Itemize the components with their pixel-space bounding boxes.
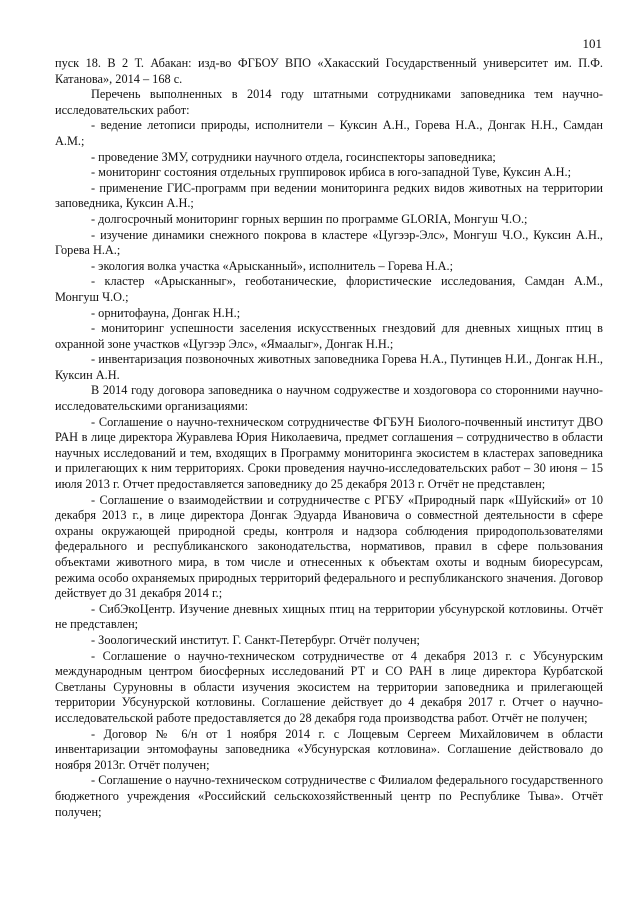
agreement-item: - Договор № 6/н от 1 ноября 2014 г. с Лощевым Сергеем Михайловичем в области инвентаризации энтомофауны заповедника «Убсунурская котловина». Соглашение действовало до ноября 2013г. Отчёт получен; — [55, 726, 603, 772]
paragraph: Перечень выполненных в 2014 году штатными сотрудниками заповедника тем научно-исследовательских работ: — [55, 87, 603, 117]
paragraph: пуск 18. В 2 Т. Абакан: изд-во ФГБОУ ВПО «Хакасский Государственный университет им. П.Ф. Катанова», 2014 – 168 с. — [55, 56, 603, 86]
list-item: - кластер «Арысканныг», геоботанические, флористические исследования, Самдан А.М., Монгуш Ч.О.; — [55, 274, 603, 304]
list-item: - применение ГИС-программ при ведении мониторинга редких видов животных на территории заповедника, Куксин А.Н.; — [55, 180, 603, 211]
list-item: - проведение ЗМУ, сотрудники научного отдела, госинспекторы заповедника; — [91, 149, 496, 164]
list-item: - долгосрочный мониторинг горных вершин по программе GLORIA, Монгуш Ч.О.; — [91, 211, 528, 226]
list-item: - мониторинг успешности заселения искусственных гнездовий для дневных хищных птиц в охранной зоне участков «Цугээр Элс», «Ямаалыг», Донгак Н.Н.; — [55, 321, 603, 351]
agreement-item: - СибЭкоЦентр. Изучение дневных хищных птиц на территории убсунурской котловины. Отчёт не представлен; — [55, 601, 603, 632]
list-item: - инвентаризация позвоночных животных заповедника Горева Н.А., Путинцев Н.И., Донгак Н.Н., Куксин А.Н. — [55, 352, 603, 382]
agreement-item: - Соглашение о научно-техническом сотрудничестве от 4 декабря 2013 г. с Убсунурским международным центром биосферных исследований РТ и СО РАН в лице директора Курбатской Светланы Суруновны в области изучения экосистем на территории заповедника и прилегающей территории Убсунурской котловины. Соглашение действует до 4 декабря 2017 г. Отчет о научно-исследовательской работе предоставляется до 28 декабря года производства работ. Отчёт не получен; — [55, 648, 603, 725]
list-item: - орнитофауна, Донгак Н.Н.; — [91, 305, 241, 320]
page-body — [55, 56, 603, 820]
list-item: - ведение летописи природы, исполнители – Куксин А.Н., Горева Н.А., Донгак Н.Н., Самдан А.М.; — [55, 118, 603, 148]
agreement-item: - Соглашение о взаимодействии и сотрудничестве с РГБУ «Природный парк «Шуйский» от 10 декабря 2013 г., в лице директора Донгак Эдуарда Ивановича о совместной деятельности в сфере охраны окружающей природной среды, контроля и надзора соблюдения природопользователями федерального и республиканского законодательства, нормативов, правил в сфере пользования объектами животного мира, в том числе и отнесенных к объектам охоты и водным биоресурсам, режима особо охраняемых природных территорий федерального и республиканского значения. Договор действует до 31 декабря 2014 г.; — [55, 492, 603, 601]
agreement-item: - Зоологический институт. Г. Санкт-Петербург. Отчёт получен; — [91, 632, 420, 647]
agreement-item: - Соглашение о научно-техническом сотрудничестве с Филиалом федерального государственного бюджетного учреждения «Российский сельскохозяйственный центр по Республике Тыва». Отчёт получен; — [55, 773, 603, 819]
page-number: 101 — [582, 36, 602, 51]
agreement-item: - Соглашение о научно-техническом сотрудничестве ФГБУН Биолого-почвенный институт ДВО РАН в лице директора Журавлева Юрия Николаевича, предмет соглашения – сотрудничество в области научных исследований и тем, входящих в Программу мониторинга экосистем в кластерах заповедника и прилегающих к ним территориях. Сроки проведения научно-исследовательских работ – 30 июня – 15 июля 2013 г. Отчет предоставляется заповеднику до 25 декабря 2013 г. Отчёт не представлен; — [55, 414, 603, 492]
list-item: - мониторинг состояния отдельных группировок ирбиса в юго-западной Туве, Куксин А.Н.; — [91, 165, 572, 180]
list-item: - экология волка участка «Арысканный», исполнитель – Горева Н.А.; — [91, 258, 454, 273]
list-item: - изучение динамики снежного покрова в кластере «Цугээр-Элс», Монгуш Ч.О., Куксин А.Н., Горева Н.А.; — [55, 227, 603, 258]
paragraph: В 2014 году договора заповедника о научном содружестве и хоздоговора со сторонними научно-исследовательскими организациями: — [55, 383, 603, 414]
